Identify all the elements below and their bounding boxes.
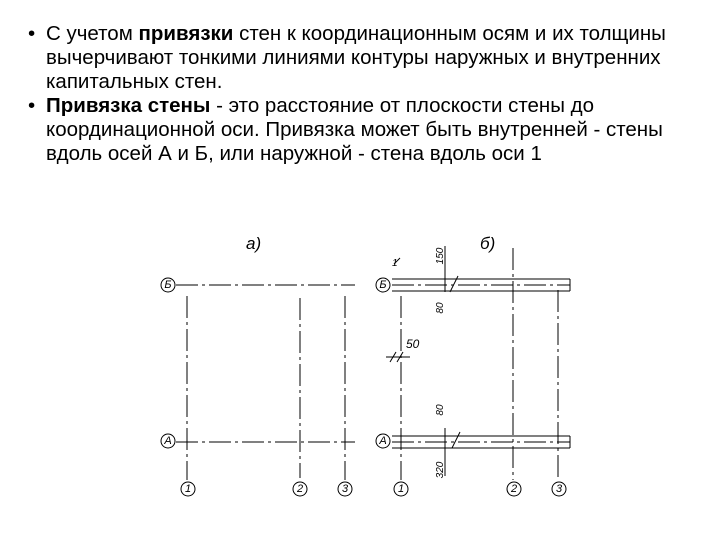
axis-marker-label: 2: [296, 483, 304, 495]
axis-marker-label: 3: [341, 483, 349, 495]
axis-marker-label: 1: [184, 483, 192, 495]
axis-marker-label: Б: [164, 279, 172, 291]
axis-marker-label: 3: [555, 483, 563, 495]
drawing-label-b: б): [480, 234, 496, 253]
bullet-text-post: стен к координационным осям и их толщины вычерчивают тонкими линиями контуры наружных и внутренних капитальных стен.: [46, 22, 666, 93]
bullet-text-bold: Привязка стены: [46, 94, 211, 117]
axis-marker-label: Б: [379, 279, 387, 291]
bullet-marker: •: [28, 94, 36, 117]
axis-marker-label: 2: [510, 483, 518, 495]
bullet-text-bold: привязки: [138, 22, 234, 45]
axis-marker-label: А: [164, 435, 172, 447]
axis-marker-label: 1: [397, 483, 405, 495]
dimension-tick: [450, 276, 458, 292]
dimension-320: 320: [435, 461, 446, 479]
bullet-text-pre: С учетом: [46, 22, 139, 45]
bullet-text-post: - это расстояние от плоскости стены до координационной оси. Привязка может быть внутренней - стены вдоль осей А и Б, или наружной - стена вдоль оси 1: [46, 94, 663, 165]
dimension-80-top: 80: [435, 302, 446, 314]
dimension-150: 150: [435, 247, 446, 265]
bullet-marker: •: [28, 22, 36, 45]
dimension-80-bottom: 80: [435, 404, 446, 416]
dimension-tick: [452, 432, 460, 448]
drawing-label-a: а): [246, 234, 262, 253]
dimension-1: 1: [392, 258, 398, 269]
axis-marker-label: А: [379, 435, 387, 447]
dimension-50: 50: [406, 337, 420, 351]
